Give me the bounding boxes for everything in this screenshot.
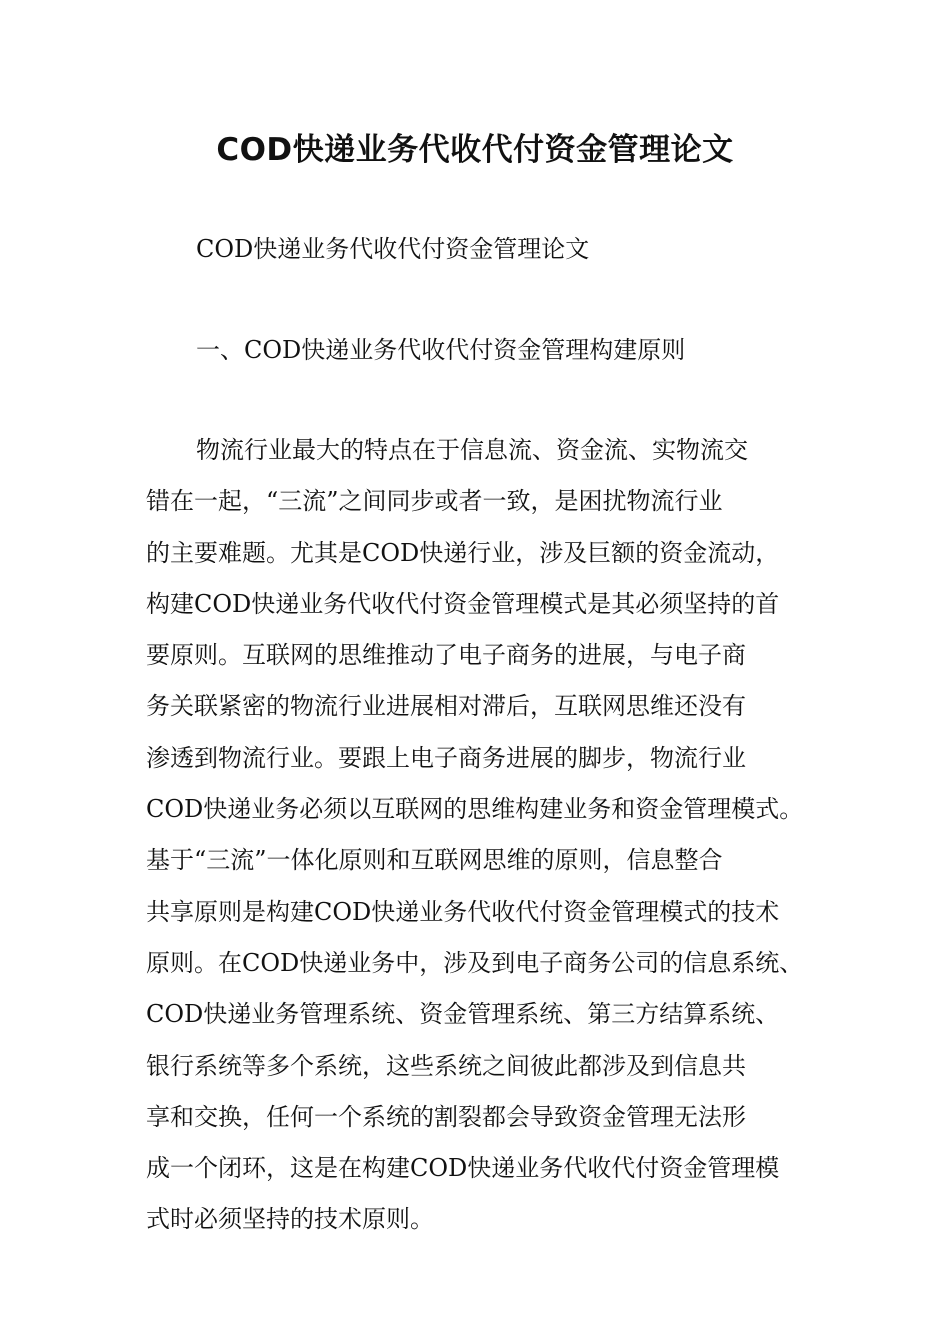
paragraph-line: 银行系统等多个系统，这些系统之间彼此都涉及到信息共: [146, 1051, 746, 1080]
paragraph-line: 渗透到物流行业。要跟上电子商务进展的脚步，物流行业: [146, 743, 746, 772]
paragraph-line: 错在一起，“三流”之间同步或者一致，是困扰物流行业: [146, 487, 723, 516]
paragraph-line: 物流行业最大的特点在于信息流、资金流、实物流交: [196, 436, 748, 464]
paragraph-line: COD快递业务管理系统、资金管理系统、第三方结算系统、: [146, 1000, 780, 1029]
body-paragraph: [146, 425, 836, 1246]
paragraph-line: 的主要难题。尤其是COD快递行业，涉及巨额的资金流动，: [146, 538, 780, 567]
paragraph-line: 成一个闭环，这是在构建COD快递业务代收代付资金管理模: [146, 1154, 780, 1183]
paragraph-line: 基于“三流”一体化原则和互联网思维的原则，信息整合: [146, 846, 723, 875]
document-title: COD快递业务代收代付资金管理论文: [216, 132, 734, 168]
paragraph-line: 原则。在COD快递业务中，涉及到电子商务公司的信息系统、: [146, 948, 804, 977]
section-heading: 一、COD快递业务代收代付资金管理构建原则: [196, 336, 686, 364]
document-subtitle: COD快递业务代收代付资金管理论文: [196, 235, 590, 263]
paragraph-line: 享和交换，任何一个系统的割裂都会导致资金管理无法形: [146, 1102, 746, 1131]
paragraph-line: 共享原则是构建COD快递业务代收代付资金管理模式的技术: [146, 897, 780, 926]
paragraph-line: 式时必须坚持的技术原则。: [146, 1205, 434, 1234]
paragraph-line: 要原则。互联网的思维推动了电子商务的进展，与电子商: [146, 641, 746, 670]
paragraph-line: 构建COD快递业务代收代付资金管理模式是其必须坚持的首: [146, 589, 780, 618]
paragraph-line: 务关联紧密的物流行业进展相对滞后，互联网思维还没有: [146, 692, 746, 721]
paragraph-line: COD快递业务必须以互联网的思维构建业务和资金管理模式。: [146, 795, 804, 824]
